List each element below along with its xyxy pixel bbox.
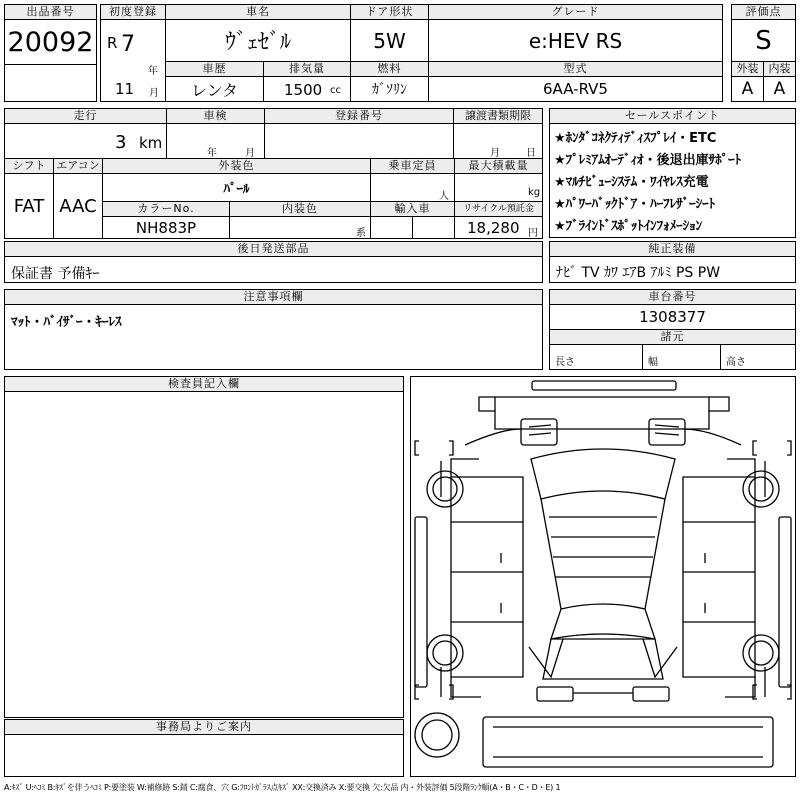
history-header: 車歴 — [165, 61, 264, 77]
genuine-equipment-value: ﾅﾋﾞ TV ｶﾜ ｴｱB ｱﾙﾐ PS PW — [549, 256, 796, 283]
office-notice-header: 事務局よりご案内 — [4, 719, 404, 735]
interior-grade-value: A — [763, 76, 796, 102]
aircon-header: エアコン — [53, 158, 103, 174]
model-header: 型式 — [428, 61, 723, 77]
notes-header: 注意事項欄 — [4, 289, 543, 305]
model-value: 6AA-RV5 — [428, 76, 723, 102]
import-header: 輸入車 — [370, 201, 455, 217]
max-load-value — [454, 173, 543, 202]
recycle-fee-number: 18,280 — [467, 219, 520, 237]
dimensions-header: 諸元 — [549, 329, 796, 345]
height-cell — [720, 344, 796, 370]
interior-color-value — [229, 216, 371, 239]
shift-header: シフト — [4, 158, 54, 174]
capacity-value — [370, 173, 455, 202]
genuine-equipment-header: 純正装備 — [549, 241, 796, 257]
shift-value: FAT — [4, 173, 54, 239]
car-body-diagram — [411, 377, 795, 776]
later-parts-header: 後日発送部品 — [4, 241, 543, 257]
history-value: レンタ — [165, 76, 264, 102]
score-value: S — [731, 19, 796, 62]
inspection-value — [166, 123, 265, 159]
mileage-header: 走行 — [4, 108, 167, 124]
notes-value: ﾏｯﾄ・ﾊﾞｲｻﾞｰ・ｷｰﾚｽ — [4, 304, 543, 370]
height-label: 高さ — [726, 357, 746, 368]
office-notice-area — [4, 734, 404, 777]
interior-color-header: 内装色 — [229, 201, 371, 217]
door-value: 5W — [350, 19, 429, 62]
grade-value: e:HEV RS — [428, 19, 723, 62]
first-registration-header: 初度登録 — [100, 4, 166, 20]
aircon-value: AAC — [53, 173, 103, 239]
capacity-header: 乗車定員 — [370, 158, 455, 174]
first-registration-month — [100, 76, 166, 102]
later-parts-value: 保証書 予備ｷｰ — [4, 256, 543, 283]
load-unit: kg — [528, 187, 541, 198]
interior-color-unit: 系 — [356, 228, 366, 239]
year-number: 7 — [121, 32, 135, 57]
cc-unit: cc — [330, 85, 341, 96]
interior-grade-header: 内装 — [763, 61, 796, 77]
exterior-color-header: 外装色 — [102, 158, 371, 174]
sales-points-header: セールスポイント — [549, 108, 796, 124]
month-unit: 月 — [149, 88, 159, 99]
score-header: 評価点 — [731, 4, 796, 20]
inspector-notes-header: 検査員記入欄 — [4, 376, 404, 392]
transfer-deadline-header: 譲渡書類期限 — [453, 108, 543, 124]
inspection-month-unit: 月 — [245, 148, 255, 159]
max-load-header: 最大積載量 — [454, 158, 543, 174]
import-value-2 — [412, 216, 455, 239]
sales-point-item: ★ﾌﾞﾗｲﾝﾄﾞｽﾎﾟｯﾄｲﾝﾌｫﾒｰｼｮﾝ — [554, 219, 703, 234]
lot-number-blank — [4, 64, 97, 102]
displacement-value — [263, 76, 351, 102]
chassis-number-header: 車台番号 — [549, 289, 796, 305]
inspector-notes-area — [4, 391, 404, 718]
exterior-grade-value: A — [731, 76, 764, 102]
sales-point-item: ★ﾌﾟﾚﾐｱﾑｵｰﾃﾞｨｵ・後退出庫ｻﾎﾟｰﾄ — [554, 153, 742, 168]
width-label: 幅 — [648, 357, 658, 368]
recycle-fee-header: リサイクル預託金 — [454, 201, 543, 217]
capacity-unit: 人 — [439, 191, 449, 202]
inspection-header: 車検 — [166, 108, 265, 124]
mileage-number: 3 — [115, 132, 127, 153]
import-value — [370, 216, 413, 239]
color-number-value: NH883P — [102, 216, 230, 239]
year-unit: 年 — [148, 66, 158, 77]
car-name-header: 車名 — [165, 4, 351, 20]
mileage-value — [4, 123, 167, 159]
legend-text: A:ｷｽﾞ U:ﾍｺﾐ B:ｷｽﾞを伴うﾍｺﾐ P:要塗装 W:補修跡 S:錆 C:腐食、穴 G:ﾌﾛﾝﾄｶﾞﾗｽ点ｷｽﾞ XX:交換済み X:要交換 欠:欠品 内・外装評価 5段階ﾗﾝｸ順(A・B・C・D・E) 1 — [4, 783, 561, 792]
recycle-fee-value — [454, 216, 543, 239]
reg-number-value — [264, 123, 454, 159]
transfer-day-unit: 日 — [526, 148, 536, 159]
yen-unit: 円 — [528, 228, 538, 239]
reg-number-header: 登録番号 — [264, 108, 454, 124]
sales-point-item: ★ﾏﾙﾁﾋﾞｭｰｼｽﾃﾑ・ﾜｲﾔﾚｽ充電 — [554, 175, 709, 190]
displacement-number: 1500 — [284, 81, 323, 99]
displacement-header: 排気量 — [263, 61, 351, 77]
era-text: R — [107, 34, 118, 52]
car-name-value: ｳﾞｪｾﾞﾙ — [165, 19, 351, 62]
lot-number-value: 20092 — [4, 19, 97, 65]
sales-points-list — [549, 123, 796, 238]
lot-number-header: 出品番号 — [4, 4, 97, 20]
fuel-value: ｶﾞｿﾘﾝ — [350, 76, 429, 102]
length-label: 長さ — [555, 357, 575, 368]
sales-point-item: ★ﾎﾝﾀﾞｺﾈｸﾃｨﾃﾞｨｽﾌﾟﾚｲ・ETC — [554, 131, 717, 146]
grade-header: グレード — [428, 4, 723, 20]
width-cell — [642, 344, 721, 370]
color-number-header: カラーNo. — [102, 201, 230, 217]
km-unit: km — [139, 134, 163, 152]
inspection-year-unit: 年 — [207, 148, 217, 159]
exterior-grade-header: 外装 — [731, 61, 764, 77]
chassis-number-value: 1308377 — [549, 304, 796, 330]
transfer-month-unit: 月 — [490, 148, 500, 159]
car-diagram-frame — [410, 376, 796, 777]
month-number: 11 — [115, 80, 135, 98]
exterior-color-value: ﾊﾟｰﾙ — [102, 173, 371, 202]
transfer-deadline-value — [453, 123, 543, 159]
door-header: ドア形状 — [350, 4, 429, 20]
first-registration-value — [100, 19, 166, 77]
sales-point-item: ★ﾊﾟﾜｰﾊﾞｯｸﾄﾞｱ・ﾊｰﾌﾚｻﾞｰｼｰﾄ — [554, 197, 716, 212]
length-cell — [549, 344, 643, 370]
fuel-header: 燃料 — [350, 61, 429, 77]
